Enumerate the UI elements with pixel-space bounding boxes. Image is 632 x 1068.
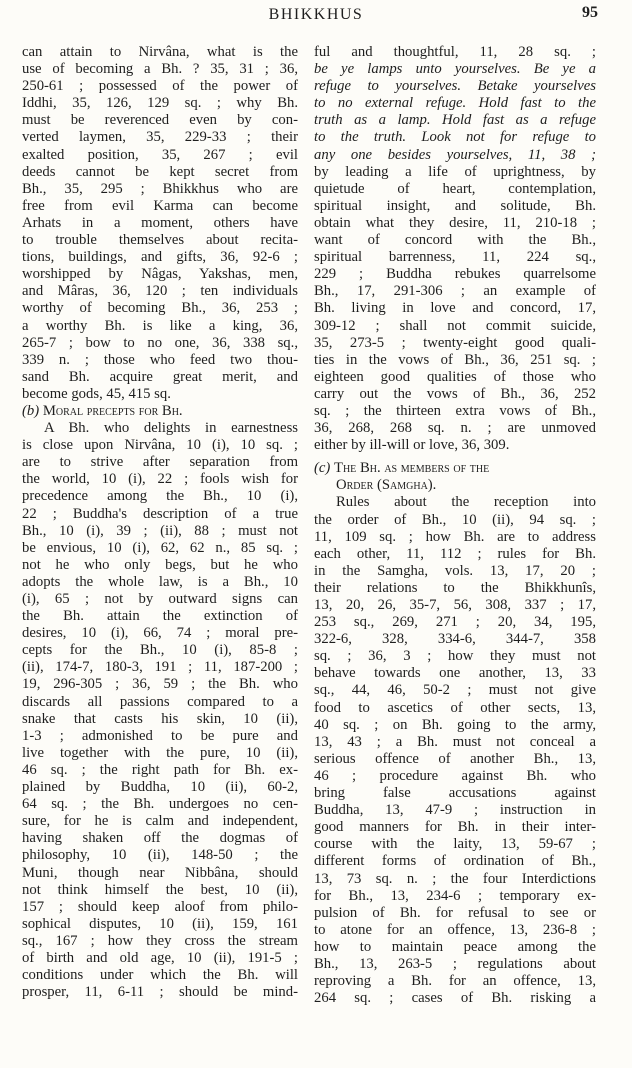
- text-line: pulsion of Bh. for refusal to see or: [314, 904, 596, 921]
- text-line: the world, 10 (i), 22 ; fools wish for: [22, 471, 298, 488]
- right-body-part-2: [314, 164, 596, 455]
- text-line: deeds cannot be kept secret from: [22, 163, 298, 180]
- text-line: 253 sq., 269, 271 ; 20, 34, 195,: [314, 614, 596, 631]
- text-line: sophical disputes, 10 (ii), 159, 161: [22, 915, 298, 932]
- section-c-body: [314, 494, 596, 1007]
- text-line: 46 sq. ; the right path for Bh. ex-: [22, 761, 298, 778]
- text-line: 250-61 ; possessed of the power of: [22, 78, 298, 95]
- text-line: are to strive after separation from: [22, 454, 298, 471]
- text-line: quietude of heart, contemplation,: [314, 180, 596, 197]
- text-line: Buddha, 13, 47-9 ; instruction in: [314, 802, 596, 819]
- text-line: either by ill-will or love, 36, 309.: [314, 437, 510, 454]
- text-line: 322-6, 328, 334-6, 344-7, 358: [314, 631, 596, 648]
- text-line: Bh., 35, 295 ; Bhikkhus who are: [22, 180, 298, 197]
- text-line: philosophy, 10 (ii), 148-50 ; the: [22, 847, 298, 864]
- text-line: each other, 11, 112 ; rules for Bh.: [314, 545, 596, 562]
- text-line: (i), 65 ; not by outward signs can: [22, 591, 298, 607]
- text-line: food to ascetics of other sects, 13,: [314, 699, 596, 716]
- text-line: a worthy Bh. is like a king, 36,: [22, 317, 298, 334]
- text-line: 309-12 ; shall not commit suicide,: [314, 317, 596, 334]
- text-line: bring false accusations against: [314, 785, 596, 802]
- text-line: different forms of ordination of Bh.,: [314, 853, 596, 870]
- text-line: use of becoming a Bh. ? 35, 31 ; 36,: [22, 61, 298, 78]
- text-line: plained by Buddha, 10 (ii), 60-2,: [22, 779, 298, 796]
- text-line: worshipped by Nâgas, Yakshas, men,: [22, 266, 298, 283]
- text-line: 22 ; Buddha's description of a true: [22, 505, 298, 522]
- text-line: sq., 167 ; how they cross the stream: [22, 932, 298, 949]
- text-line: spiritual barrenness, 11, 224 sq.,: [314, 249, 596, 266]
- text-line: not think himself the best, 10 (ii),: [22, 881, 298, 898]
- section-b-body: [22, 420, 298, 1001]
- text-line: obtain what they desire, 11, 210-18 ;: [314, 214, 596, 231]
- text-line: want of concord with the Bh.,: [314, 232, 596, 249]
- text-line: 13, 20, 26, 35-7, 56, 308, 337 ; 17,: [314, 597, 596, 613]
- text-line: to trouble themselves about recita-: [22, 232, 298, 249]
- text-line: 36, 268, 268 sq. n. ; are unmoved: [314, 420, 596, 437]
- text-line: sq. ; 36, 3 ; how they must not: [314, 648, 596, 665]
- section-c-label: (c): [314, 460, 331, 477]
- text-line: 13, 43 ; a Bh. must not conceal a: [314, 733, 596, 750]
- text-line: to the truth. Look not for refuge to: [314, 129, 596, 146]
- text-line: ful and thoughtful, 11, 28 sq. ;: [314, 44, 596, 60]
- text-line: having shaken off the dogmas of: [22, 830, 298, 847]
- text-line: to atone for an offence, 13, 236-8 ;: [314, 921, 596, 938]
- text-line: good manners for Bh. in their inter-: [314, 819, 596, 836]
- text-line: in the Samgha, vols. 13, 17, 20 ;: [314, 562, 596, 579]
- text-line: sure, for he is calm and independent,: [22, 813, 298, 830]
- text-line: any one besides yourselves, 11, 38 ;: [314, 146, 596, 163]
- text-line: can attain to Nirvâna, what is the: [22, 44, 298, 60]
- section-b-label: (b): [22, 402, 40, 419]
- text-line: (ii), 174-7, 180-3, 191 ; 11, 187-200 ;: [22, 659, 298, 676]
- text-line: tions, buildings, and gifts, 36, 92-6 ;: [22, 249, 298, 266]
- right-column: [314, 44, 596, 1007]
- right-body-part-1: [314, 44, 596, 61]
- text-line: Bh., 17, 291-306 ; an example of: [314, 283, 596, 300]
- text-line: carry out the vows of Bh., 36, 252: [314, 385, 596, 402]
- text-line: Muni, though near Nibbâna, should: [22, 864, 298, 881]
- text-line: their relations to the Bhikkhunîs,: [314, 579, 596, 596]
- text-line: discards all passions compared to a: [22, 693, 298, 710]
- text-line: 157 ; should keep aloof from philo-: [22, 898, 298, 915]
- text-line: refuge to yourselves. Betake yourselves: [314, 78, 596, 95]
- text-line: become gods, 45, 415 sq.: [22, 385, 171, 402]
- right-italic-quote: [314, 61, 596, 164]
- text-line: live together with the pure, 10 (ii),: [22, 744, 298, 761]
- text-line: Bh., 10 (i), 39 ; (ii), 88 ; must not: [22, 522, 298, 539]
- section-b-title: Moral precepts for Bh.: [42, 402, 183, 419]
- left-column: [22, 44, 298, 1001]
- text-line: ties in the vows of Bh., 36, 251 sq. ;: [314, 351, 596, 368]
- text-line: spiritual insight, and solitude, Bh.: [314, 197, 596, 214]
- text-line: is close upon Nirvâna, 10 (i), 10 sq. ;: [22, 437, 298, 454]
- text-line: adopts the whole law, is a Bh., 10: [22, 573, 298, 590]
- text-line: to no external refuge. Hold fast to the: [314, 95, 596, 112]
- text-line: worthy of becoming Bh., 36, 253 ;: [22, 300, 298, 317]
- text-line: how to maintain peace among the: [314, 938, 596, 955]
- left-entry-continuation: [22, 44, 298, 403]
- running-title: BHIKKHUS: [268, 6, 364, 23]
- text-line: serious offence of another Bh., 13,: [314, 750, 596, 767]
- section-c-title-2: Order (Samgha).: [336, 477, 437, 494]
- section-b-heading: [22, 403, 298, 420]
- text-line: 19, 296-305 ; 36, 59 ; the Bh. who: [22, 676, 298, 693]
- text-line: not he who only begs, but he who: [22, 556, 298, 573]
- text-line: 264 sq. ; cases of Bh. risking a: [314, 990, 596, 1007]
- text-line: desires, 10 (i), 66, 74 ; moral pre-: [22, 625, 298, 642]
- text-line: 40 sq. ; on Bh. going to the army,: [314, 716, 596, 733]
- text-line: 1-3 ; admonished to be pure and: [22, 727, 298, 744]
- text-line: for Bh., 13, 234-6 ; temporary ex-: [314, 887, 596, 904]
- text-line: Iddhi, 35, 126, 129 sq. ; why Bh.: [22, 95, 298, 112]
- text-line: behave towards one another, 13, 33: [314, 665, 596, 682]
- text-line: by leading a life of uprightness, by: [314, 163, 596, 180]
- text-line: course with the laity, 13, 59-67 ;: [314, 836, 596, 853]
- text-line: cepts for the Bh., 10 (i), 85-8 ;: [22, 642, 298, 659]
- text-line: sand Bh. acquire great merit, and: [22, 368, 298, 385]
- text-line: the order of Bh., 10 (ii), 94 sq. ;: [314, 511, 596, 528]
- section-c-title-1: The Bh. as members of the: [333, 460, 490, 477]
- section-c-heading-line-1: [314, 460, 596, 477]
- page-number: 95: [582, 4, 598, 21]
- text-line: free from evil Karma can become: [22, 197, 298, 214]
- section-c-heading-line-2: [314, 477, 596, 494]
- text-line: precedence among the Bh., 10 (i),: [22, 488, 298, 505]
- text-line: be ye lamps unto yourselves. Be ye a: [314, 61, 596, 78]
- text-line: sq., 44, 46, 50-2 ; must not give: [314, 682, 596, 699]
- text-line: must be reverenced even by con-: [22, 112, 298, 129]
- text-line: Rules about the reception into: [336, 494, 596, 511]
- text-line: 46 ; procedure against Bh. who: [314, 767, 596, 784]
- text-line: 35, 273-5 ; twenty-eight good quali-: [314, 334, 596, 351]
- text-line: Arhats in a moment, others have: [22, 214, 298, 231]
- text-line: truth as a lamp. Hold fast as a refuge: [314, 112, 596, 129]
- text-line: eighteen good qualities of those who: [314, 368, 596, 385]
- text-line: 339 n. ; those who feed two thou-: [22, 351, 298, 368]
- text-line: verted laymen, 35, 229-33 ; their: [22, 129, 298, 146]
- text-line: exalted position, 35, 267 ; evil: [22, 146, 298, 163]
- text-line: prosper, 11, 6-11 ; should be mind-: [22, 984, 298, 1001]
- text-line: A Bh. who delights in earnestness: [44, 420, 298, 437]
- text-line: 265-7 ; bow to no one, 36, 338 sq.,: [22, 334, 298, 351]
- text-line: Bh., 13, 263-5 ; regulations about: [314, 955, 596, 972]
- text-line: 13, 73 sq. n. ; the four Interdictions: [314, 870, 596, 887]
- text-line: 64 sq. ; the Bh. undergoes no cen-: [22, 796, 298, 813]
- text-line: the Bh. attain the extinction of: [22, 608, 298, 625]
- text-line: 11, 109 sq. ; how Bh. are to address: [314, 528, 596, 545]
- text-line: Bh. living in love and concord, 17,: [314, 300, 596, 317]
- text-line: be envious, 10 (i), 62, 62 n., 85 sq. ;: [22, 539, 298, 556]
- page-header: [0, 6, 632, 28]
- text-line: sq. ; the thirteen extra vows of Bh.,: [314, 402, 596, 419]
- text-line: and Mâras, 36, 120 ; ten individuals: [22, 283, 298, 300]
- text-line: of birth and old age, 10 (ii), 191-5 ;: [22, 949, 298, 966]
- text-line: snake that casts his skin, 10 (ii),: [22, 710, 298, 727]
- text-line: reproving a Bh. for an offence, 13,: [314, 973, 596, 990]
- text-line: conditions under which the Bh. will: [22, 967, 298, 984]
- text-line: 229 ; Buddha rebukes quarrelsome: [314, 266, 596, 283]
